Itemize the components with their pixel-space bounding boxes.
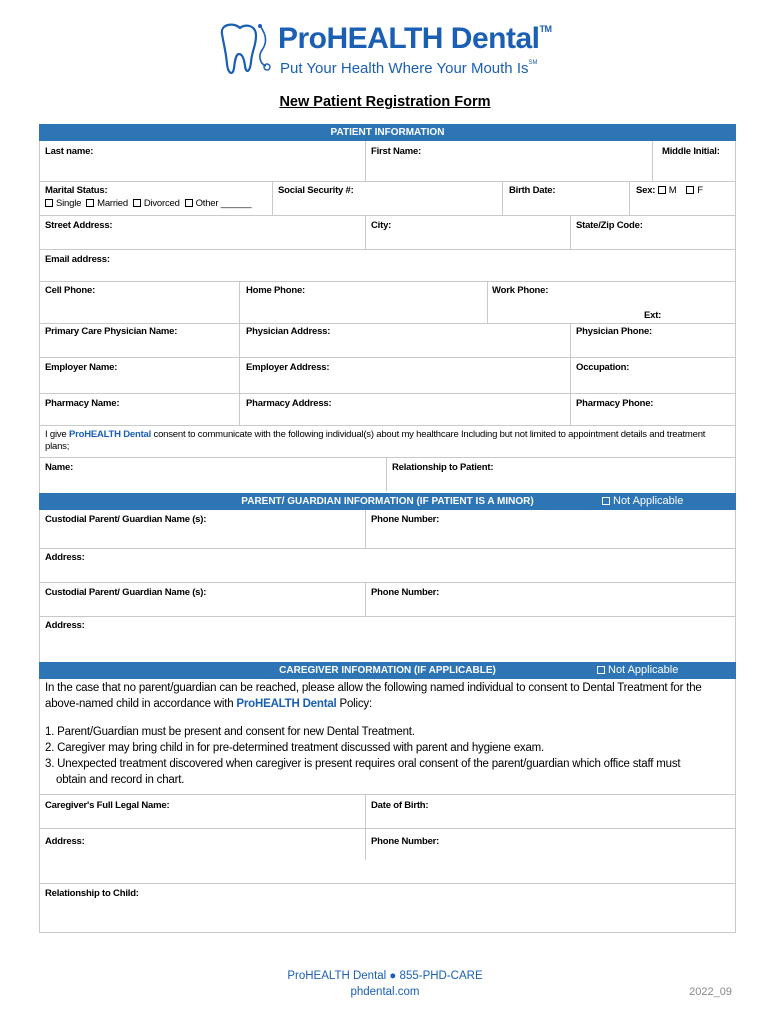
work-phone-label: Work Phone: — [492, 285, 549, 296]
marital-options: Single Married Divorced Other ______ — [45, 198, 251, 209]
guardian-address-label-2: Address: — [45, 620, 85, 631]
employer-name-label: Employer Name: — [45, 362, 118, 373]
guardian-not-applicable[interactable]: Not Applicable — [602, 493, 683, 510]
employer-address-label: Employer Address: — [246, 362, 330, 373]
consent-statement: I give ProHEALTH Dental consent to communicate with the following individual(s) about my healthcare Including but not limited to appointment details and treatment plans; — [45, 429, 706, 452]
sex-field: Sex: M F — [636, 185, 703, 196]
state-zip-label: State/Zip Code: — [576, 220, 643, 231]
caregiver-rule-3: 3. Unexpected treatment discovered when caregiver is present requires oral consent of the parent/guardian which office staff must — [45, 758, 681, 770]
physician-phone-label: Physician Phone: — [576, 326, 652, 337]
pharmacy-address-label: Pharmacy Address: — [246, 398, 332, 409]
last-name-label: Last name: — [45, 146, 94, 157]
guardian-address-label-1: Address: — [45, 552, 85, 563]
marital-status-label: Marital Status: — [45, 185, 108, 196]
relationship-to-child-label: Relationship to Child: — [45, 888, 139, 899]
married-checkbox[interactable] — [86, 199, 94, 207]
guardian-na-checkbox[interactable] — [602, 497, 610, 505]
guardian-phone-label-2: Phone Number: — [371, 587, 440, 598]
email-label: Email address: — [45, 254, 110, 265]
form-frame — [39, 124, 736, 933]
caregiver-rule-1: 1. Parent/Guardian must be present and consent for new Dental Treatment. — [45, 726, 415, 738]
birth-date-label: Birth Date: — [509, 185, 556, 196]
ext-label: Ext: — [644, 310, 662, 321]
guardian-phone-label-1: Phone Number: — [371, 514, 440, 525]
caregiver-intro: In the case that no parent/guardian can be reached, please allow the following named individual to consent to Dental Treatment for the above-named child in accordance with ProHEALTH Dental Policy: — [45, 682, 702, 710]
tooth-logo-icon — [216, 20, 278, 78]
sex-f-checkbox[interactable] — [686, 186, 694, 194]
patient-info-header: PATIENT INFORMATION — [39, 124, 736, 141]
social-security-label: Social Security #: — [278, 185, 354, 196]
brand-logo — [216, 20, 556, 80]
caregiver-phone-label: Phone Number: — [371, 836, 440, 847]
cell-phone-label: Cell Phone: — [45, 285, 96, 296]
caregiver-rule-2: 2. Caregiver may bring child in for pre-determined treatment discussed with parent and hygiene exam. — [45, 742, 545, 754]
single-checkbox[interactable] — [45, 199, 53, 207]
occupation-label: Occupation: — [576, 362, 630, 373]
pharmacy-name-label: Pharmacy Name: — [45, 398, 120, 409]
form-title: New Patient Registration Form — [279, 94, 491, 110]
first-name-label: First Name: — [371, 146, 422, 157]
physician-address-label: Physician Address: — [246, 326, 331, 337]
caregiver-rules — [45, 724, 725, 788]
middle-initial-label: Middle Initial: — [662, 146, 720, 157]
footer-contact: ProHEALTH Dental ● 855-PHD-CARE — [287, 970, 483, 982]
sex-m-checkbox[interactable] — [658, 186, 666, 194]
form-version: 2022_09 — [689, 986, 732, 998]
brand-name: ProHEALTH Dental™ — [278, 22, 552, 55]
city-label: City: — [371, 220, 392, 231]
street-address-label: Street Address: — [45, 220, 113, 231]
guardian-info-header: PARENT/ GUARDIAN INFORMATION (IF PATIENT IS A MINOR) Not Applicable — [39, 493, 736, 510]
caregiver-address-label: Address: — [45, 836, 85, 847]
home-phone-label: Home Phone: — [246, 285, 306, 296]
footer — [0, 968, 770, 1000]
divorced-checkbox[interactable] — [133, 199, 141, 207]
caregiver-not-applicable[interactable]: Not Applicable — [597, 662, 678, 679]
pcp-name-label: Primary Care Physician Name: — [45, 326, 178, 337]
caregiver-dob-label: Date of Birth: — [371, 800, 429, 811]
consent-name-label: Name: — [45, 462, 74, 473]
caregiver-na-checkbox[interactable] — [597, 666, 605, 674]
caregiver-name-label: Caregiver's Full Legal Name: — [45, 800, 170, 811]
relationship-to-patient-label: Relationship to Patient: — [392, 462, 494, 473]
pharmacy-phone-label: Pharmacy Phone: — [576, 398, 654, 409]
caregiver-rule-3-cont: obtain and record in chart. — [56, 774, 185, 786]
other-checkbox[interactable] — [185, 199, 193, 207]
custodial-name-label-2: Custodial Parent/ Guardian Name (s): — [45, 587, 207, 598]
footer-website-link[interactable]: phdental.com — [350, 986, 420, 998]
caregiver-info-header: CAREGIVER INFORMATION (IF APPLICABLE) Not Applicable — [39, 662, 736, 679]
custodial-name-label-1: Custodial Parent/ Guardian Name (s): — [45, 514, 207, 525]
brand-tagline: Put Your Health Where Your Mouth Is℠ — [280, 60, 538, 77]
